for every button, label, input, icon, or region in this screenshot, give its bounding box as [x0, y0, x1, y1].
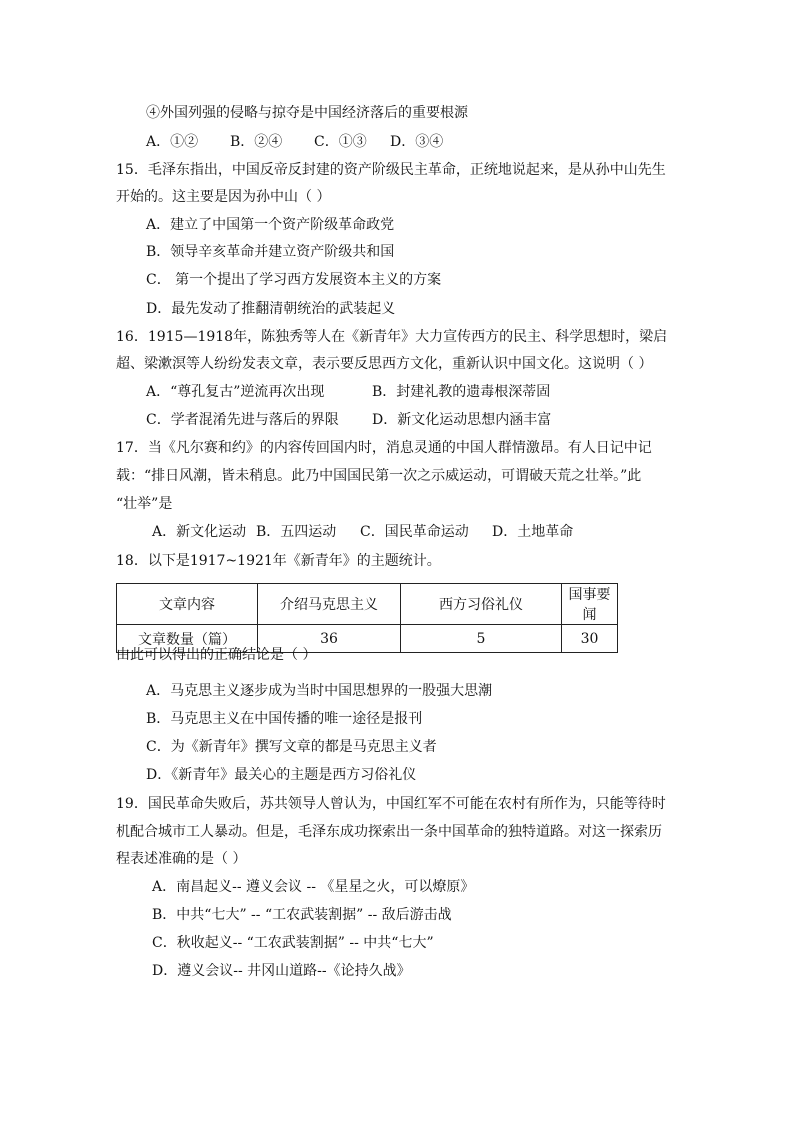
q15-option-a: A．建立了中国第一个资产阶级革命政党	[146, 217, 395, 233]
q18-option-c: C．为《新青年》撰写文章的都是马克思主义者	[146, 739, 437, 755]
q17-option-b: B．五四运动	[256, 524, 337, 540]
q18-option-b: B．马克思主义在中国传播的唯一途径是报刊	[146, 711, 423, 727]
table-header-cell: 西方习俗礼仪	[401, 584, 562, 625]
table-cell: 文章数量（篇）	[117, 625, 258, 653]
q15-stem-line-2: 开始的。这主要是因为孙中山（ ）	[116, 189, 331, 205]
q16-option-d: D．新文化运动思想内涵丰富	[372, 412, 552, 428]
q19-option-d: D．遵义会议-- 井冈山道路--《论持久战》	[152, 963, 411, 979]
q18-option-d: D．《新青年》最关心的主题是西方习俗礼仪	[146, 767, 417, 783]
q17-stem-line-2: 载：“排日风潮，皆未稍息。此乃中国国民第一次之示威运动，可谓破天荒之壮举。”此	[116, 468, 642, 484]
table-header-cell: 介绍马克思主义	[258, 584, 401, 625]
q14-option-c: C．①③	[314, 134, 367, 150]
q14-option-d: D．③④	[390, 134, 444, 150]
q17-option-a: A．新文化运动	[152, 524, 247, 540]
q15-option-c: C． 第一个提出了学习西方发展资本主义的方案	[146, 272, 442, 288]
q16-stem-line-1: 16．1915—1918年，陈独秀等人在《新青年》大力宣传西方的民主、科学思想时，梁启	[116, 329, 668, 345]
q16-option-c: C．学者混淆先进与落后的界限	[146, 412, 339, 428]
table-cell: 36	[258, 625, 401, 653]
q14-option-b: B．②④	[230, 134, 283, 150]
q17-option-d: D．土地革命	[492, 524, 574, 540]
q16-option-a: A．“尊孔复古”逆流再次出现	[146, 384, 325, 400]
q14-option-a: A．①②	[146, 134, 199, 150]
q15-option-d: D．最先发动了推翻清朝统治的武装起义	[146, 301, 396, 317]
q16-options-row-2	[146, 410, 551, 430]
q15-stem-line-1: 15．毛泽东指出，中国反帝反封建的资产阶级民主革命，正统地说起来，是从孙中山先生	[116, 162, 666, 178]
q17-stem-line-3: “壮举”是	[116, 496, 173, 512]
q16-stem-line-2: 超、梁漱溟等人纷纷发表文章，表示要反思西方文化，重新认识中国文化。这说明（ ）	[116, 356, 653, 372]
table-header-cell: 国事要闻	[562, 584, 618, 625]
topic-stats-table	[116, 583, 618, 653]
q19-option-a: A．南昌起义-- 遵义会议 -- 《星星之火，可以燎原》	[152, 879, 475, 895]
table-header-cell: 文章内容	[117, 584, 258, 625]
q18-question: 由此可以得出的正确结论是（ ）	[116, 647, 317, 663]
q19-stem-line-3: 程表述准确的是（ ）	[116, 851, 247, 867]
q16-options-row-1	[146, 382, 550, 402]
q17-stem-line-1: 17．当《凡尔赛和约》的内容传回国内时，消息灵通的中国人群情激昂。有人日记中记	[116, 440, 652, 456]
q19-option-c: C．秋收起义-- “工农武装割据” -- 中共“七大”	[152, 935, 434, 951]
q16-option-b: B．封建礼教的遗毒根深蒂固	[372, 384, 551, 400]
q18-stem: 18．以下是1917~1921年《新青年》的主题统计。	[116, 553, 441, 569]
q17-option-c: C．国民革命运动	[360, 524, 469, 540]
table-cell: 30	[562, 625, 618, 653]
q19-option-b: B．中共“七大” -- “工农武装割据” -- 敌后游击战	[152, 907, 452, 923]
table-cell: 5	[401, 625, 562, 653]
q17-options	[152, 522, 573, 542]
q15-option-b: B．领导辛亥革命并建立资产阶级共和国	[146, 244, 395, 260]
q14-item-4: ④外国列强的侵略与掠夺是中国经济落后的重要根源	[146, 105, 468, 121]
q18-option-a: A．马克思主义逐步成为当时中国思想界的一股强大思潮	[146, 683, 493, 699]
q19-stem-line-1: 19．国民革命失败后，苏共领导人曾认为，中国红军不可能在农村有所作为，只能等待时	[116, 796, 666, 812]
table-header-row	[117, 584, 618, 625]
q19-stem-line-2: 机配合城市工人暴动。但是，毛泽东成功探索出一条中国革命的独特道路。对这一探索历	[116, 824, 662, 840]
q14-options	[146, 132, 443, 152]
